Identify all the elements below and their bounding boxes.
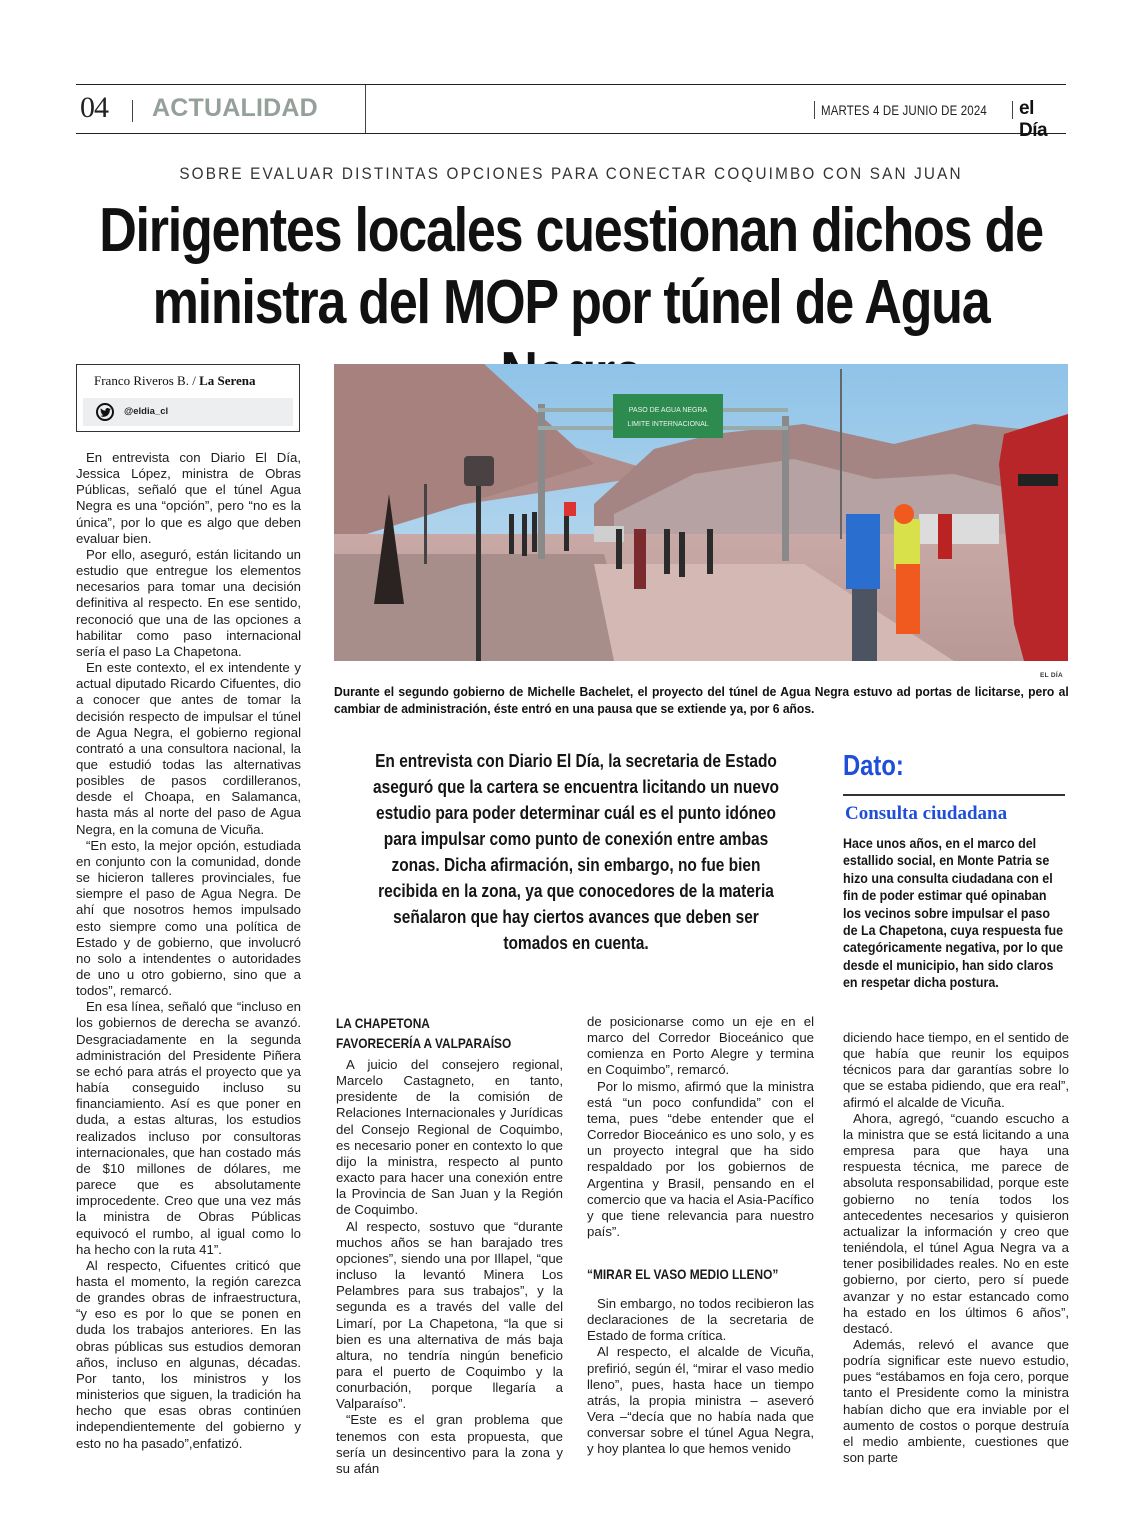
subheading-vaso-medio-lleno: “MIRAR EL VASO MEDIO LLENO” — [587, 1266, 779, 1282]
article-column-3-continued — [587, 1296, 814, 1458]
paragraph: Al respecto, Cifuentes criticó que hasta el momento, la región carezca de grandes obras de infraestructura, “y eso es por lo que se ponen en duda los trabajos anteriores. En las obras públicas sus estudios demoran años, incluso en algunas, décadas. Por tanto, los ministros y los ministerios que siguen, la tradición ha hecho que esas obras continúen independientemente del gobierno y esto no ha pasado”,enfatizó. — [76, 1257, 301, 1451]
subheading-line: LA CHAPETONA — [336, 1015, 430, 1031]
twitter-icon — [96, 403, 114, 421]
sign-text: PASO DE AGUA NEGRA — [628, 407, 708, 414]
photo-scene — [334, 364, 1068, 661]
subheading-la-chapetona — [336, 1013, 557, 1053]
subheading-line: FAVORECERÍA A VALPARAÍSO — [336, 1035, 512, 1051]
paragraph: En entrevista con Diario El Día, Jessica López, ministra de Obras Públicas, señaló que el túnel Agua Negra es una “opción”, pero “no es la única”, por lo que es algo que deben evaluar bien. — [76, 450, 301, 546]
page-number: 04 — [80, 91, 108, 124]
article-column-4 — [843, 1030, 1069, 1466]
paragraph: En este contexto, el ex intendente y actual diputado Ricardo Cifuentes, dio a conocer que antes de tomar la decisión respecto de impulsar el túnel de Agua Negra, el gobierno regional contrató a una consultora nacional, la que estudió todas las alternativas posibles de pasos cordilleranos, desde el Choapa, en Salamanca, hasta más al norte del paso de Agua Negra, en la comuna de Vicuña. — [76, 660, 301, 837]
social-handle[interactable]: @eldia_cl — [124, 406, 169, 417]
paragraph: “En esto, la mejor opción, estudiada en conjunto con la comunidad, donde se hicieron talleres provinciales, fue siempre el paso de Agua Negra. De ahí que nosotros hemos impulsado esto siempre como una política de Estado y de gobierno, que involucró no solo a intendentes o autoridades de uno u otro gobierno, sino que a todos”, remarcó. — [76, 837, 301, 999]
pull-quote-text: En entrevista con Diario El Día, la secretaria de Estado aseguró que la cartera se encuentra licitando un nuevo estudio para poder determinar cuál es el punto idóneo para impulsar como punto de conexión entre ambas zonas. Dicha afirmación, sin embargo, no fue bien recibida en la zona, ya que conocedores de la materia señalaron que hay ciertos avances que deben ser tomados en cuenta. — [372, 751, 780, 953]
paragraph: “Este es el gran problema que tenemos con esta propuesta, que sería un desincentivo para la zona y su afán — [336, 1412, 563, 1476]
paragraph: Por lo mismo, afirmó que la ministra está “un poco confundida” con el tema, pues “debe entender que el Corredor Bioceánico es uno solo, y es un proyecto integral que ha sido respaldado por los gobiernos de Argentina y Brasil, pensando en el comercio que va hacia el Asia-Pacífico y que tiene relevancia para nuestro país”. — [587, 1078, 814, 1240]
paragraph: A juicio del consejero regional, Marcelo Castagneto, en tanto, presidente de la comisión de Relaciones Internacionales y Jurídicas del Consejo Regional de Coquimbo, es necesario poner en contexto lo que dijo la ministra, respecto al punto exacto para hacer una conexión entre la Provincia de San Juan y la Región de Coquimbo. — [336, 1057, 563, 1218]
header-vertical-rule — [365, 85, 366, 133]
article-column-1 — [76, 450, 301, 1452]
headline-line: Dirigentes locales cuestionan dichos de — [99, 196, 1043, 265]
dato-title: Dato: — [843, 750, 904, 782]
paragraph: diciendo hace tiempo, en el sentido de que había que reunir los equipos técnicos para dar garantías sobre lo que se estaba pidiendo, que era real”, afirmó el alcalde de Vicuña. — [843, 1030, 1069, 1110]
byline-author — [94, 373, 256, 389]
article-kicker: SOBRE EVALUAR DISTINTAS OPCIONES PARA CONECTAR COQUIMBO CON SAN JUAN — [179, 164, 963, 183]
paragraph: Al respecto, el alcalde de Vicuña, prefirió, según él, “mirar el vaso medio lleno”, pues, hasta hace un tiempo atrás, la propia ministra – aseveró Vera –“decía que no había nada que conversar sobre el túnel Agua Negra, y hoy plantea lo que hemos venido — [587, 1344, 814, 1457]
newspaper-logo[interactable]: el Día — [1019, 98, 1048, 141]
article-photo[interactable] — [334, 364, 1068, 661]
header-divider — [132, 100, 133, 122]
section-label[interactable]: ACTUALIDAD — [152, 94, 318, 122]
paragraph: Al respecto, sostuvo que “durante muchos años se han barajado tres opciones”, siendo una por Illapel, “que incluso la levantó Minera Los Pelambres para sus trabajos”, y la segunda es a través del valle del Limarí, por La Chapetona, “la que si bien es una alternativa de más baja altura, no tendría ningún beneficio para el puerto de Coquimbo y la conurbación, porque llegaría a Valparaíso”. — [336, 1218, 563, 1412]
photo-credit: EL DÍA — [1040, 672, 1063, 679]
paragraph: Por ello, aseguró, están licitando un estudio que entregue los elementos necesarios para tomar una decisión definitiva al respecto. En ese sentido, reconoció que una de las opciones a habilitar como paso internacional sería el paso La Chapetona. — [76, 546, 301, 659]
social-handle-bar[interactable] — [83, 398, 293, 426]
header-divider — [814, 101, 815, 119]
headline-line: ministra del MOP por túnel de Agua — [152, 268, 990, 337]
byline-box — [76, 364, 300, 432]
page-header — [76, 84, 1066, 141]
sign-text: LIMITE INTERNACIONAL — [627, 421, 709, 428]
dato-text: Hace unos años, en el marco del estallido social, en Monte Patria se hizo una consulta ciudadana con el fin de poder estimar qué opinaban los vecinos sobre impulsar el paso de La Chapetona, cuya respuesta fue categóricamente negativa, por lo que desde el municipio, han sido claros en respetar dicha postura. — [843, 836, 1064, 991]
article-column-2 — [336, 1057, 563, 1477]
author-location: La Serena — [199, 373, 256, 388]
dato-subtitle: Consulta ciudadana — [845, 803, 1008, 824]
publication-date: MARTES 4 DE JUNIO DE 2024 — [821, 102, 987, 118]
paragraph: Sin embargo, no todos recibieron las declaraciones de la secretaria de Estado de forma crítica. — [587, 1296, 814, 1344]
pull-quote — [336, 748, 816, 956]
photo-caption: Durante el segundo gobierno de Michelle Bachelet, el proyecto del túnel de Agua Negra estuvo ad portas de licitarse, pero al cambiar de administración, éste entró en una pausa que se extiende ya, por 6 años. — [334, 684, 1069, 716]
author-name: Franco Riveros B. / — [94, 373, 196, 388]
header-divider — [1012, 101, 1013, 119]
paragraph: En esa línea, señaló que “incluso en los gobiernos de derecha se avanzó. Desgraciadamente en la segunda administración del Presidente Piñera se echó para atrás el proyecto que ya había conseguido incluso su financiamiento. Así es que poner en duda, a estas alturas, los estudios realizados incluso por consultoras internacionales, que han costado más de $10 millones de dólares, me parece que es absolutamente improcedente. Creo que una vez más la ministra de Obras Públicas equivocó el rumbo, al igual como lo ha hecho con la ruta 41”. — [76, 999, 301, 1257]
paragraph: Ahora, agregó, “cuando escucho a la ministra que se está licitando a una empresa para que haya una respuesta técnica, me parece de absoluta responsabilidad, porque este gobierno no tenía todos los antecedentes necesarios y quisieron actualizar la información y creo que teniéndola, el túnel Agua Negra va a tener posibilidades reales. No en este gobierno, por cierto, pero sí puede avanzar y no estar estancado como ha estado en los últimos 6 años”, destacó. — [843, 1110, 1069, 1336]
paragraph: Además, relevó el avance que podría significar este nuevo estudio, pues “estábamos en foja cero, porque tanto el Presidente como la ministra habían dicho que era inviable por el aumento de costos o porque destruía el medio ambiente, cuestiones que son parte — [843, 1336, 1069, 1466]
article-column-3 — [587, 1014, 814, 1240]
paragraph: de posicionarse como un eje en el marco del Corredor Bioceánico que comienza en Porto Alegre y termina en Coquimbo”, remarcó. — [587, 1014, 814, 1078]
dato-divider — [843, 794, 1065, 796]
